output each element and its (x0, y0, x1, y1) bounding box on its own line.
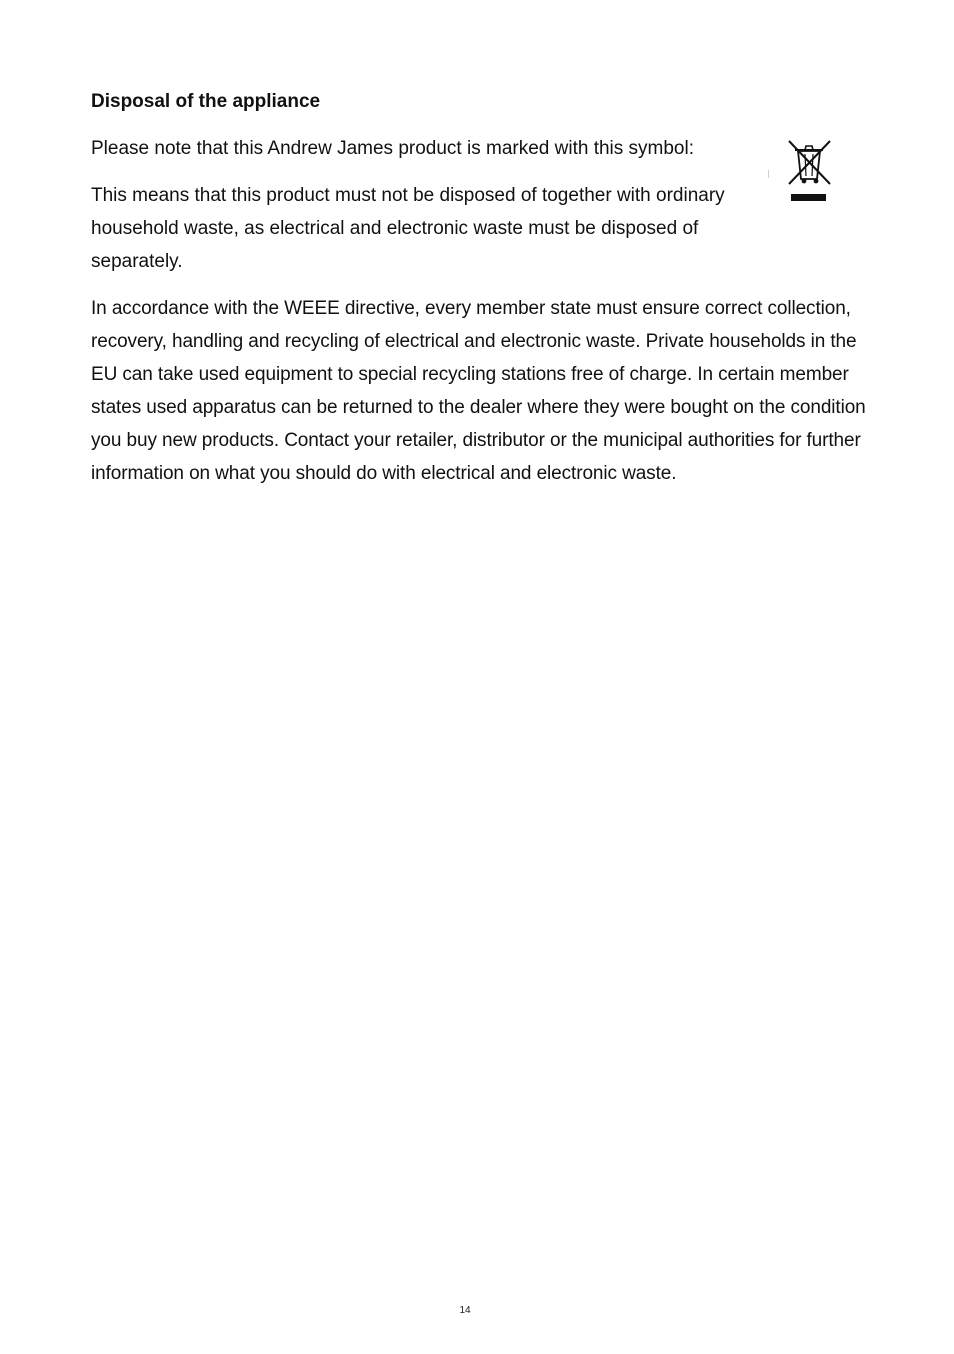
page-number: 14 (459, 1305, 471, 1316)
crossed-out-wheelie-bin-icon (785, 139, 833, 205)
symbol-note-paragraph: Please note that this Andrew James product is marked with this symbol: (91, 138, 694, 159)
divider-mark (768, 170, 769, 178)
weee-directive-paragraph: In accordance with the WEEE directive, every member state must ensure correct collection, recovery, handling and recycling of electrical and electronic waste. Private households in the EU can take used equipment to special recycling stations free of charge. In certain member states used apparatus can be returned to the dealer where they were bought on the condition you buy new products. Contact your retailer, distributor or the municipal authorities for further information on what you should do with electrical and electronic waste. (91, 298, 866, 484)
meaning-paragraph: This means that this product must not be disposed of together with ordinary household waste, as electrical and electronic waste must be disposed of separately. (91, 185, 725, 272)
section-heading: Disposal of the appliance (91, 91, 321, 112)
